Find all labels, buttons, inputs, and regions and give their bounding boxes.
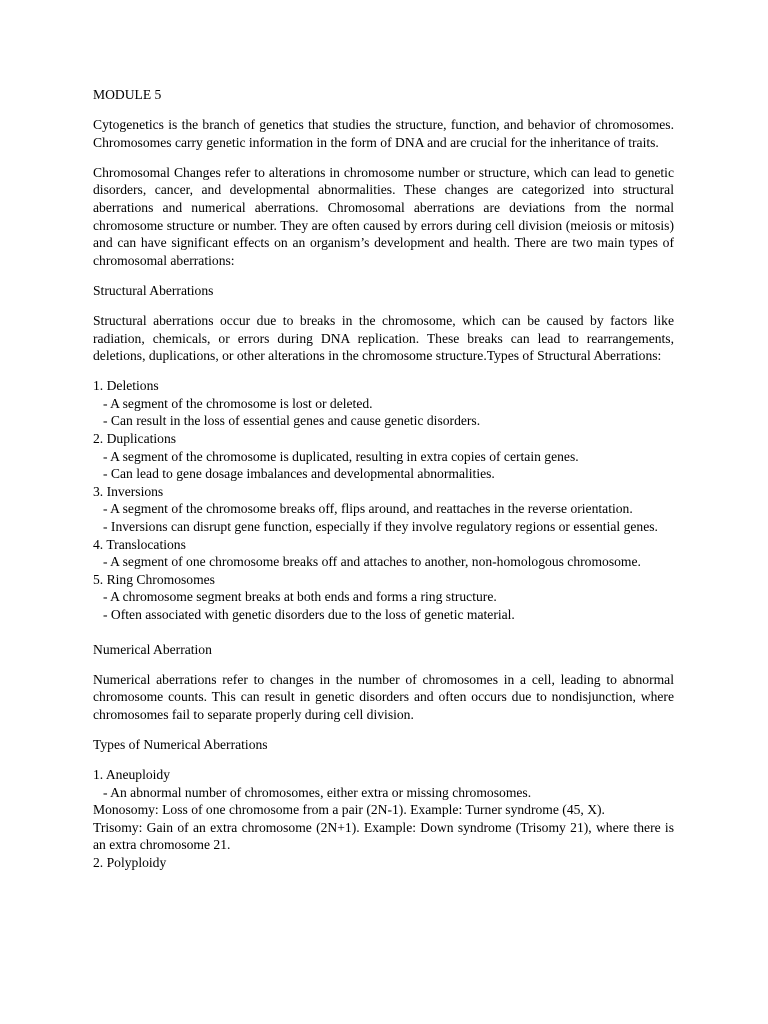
list-item-point: - Often associated with genetic disorders due to the loss of genetic material. (103, 606, 515, 622)
trisomy-line: Trisomy: Gain of an extra chromosome (2N+1). Example: Down syndrome (Trisomy 21), where there is an extra chromosome 21. (93, 819, 674, 853)
list-item-point: - An abnormal number of chromosomes, either extra or missing chromosomes. (103, 784, 532, 800)
list-item-point: - A segment of the chromosome is lost or deleted. (103, 395, 373, 411)
list-item-title-polyploidy: 2. Polyploidy (93, 854, 167, 870)
numerical-aberrations-list (93, 766, 674, 872)
list-item-point: - A segment of one chromosome breaks off and attaches to another, non-homologous chromosome. (103, 554, 641, 570)
list-item-point: - Can result in the loss of essential genes and cause genetic disorders. (103, 413, 481, 429)
list-item-title-duplications: 2. Duplications (93, 431, 177, 446)
list-item-point: - A segment of the chromosome is duplicated, resulting in extra copies of certain genes. (103, 448, 579, 464)
structural-aberrations-heading: Structural Aberrations (93, 282, 214, 298)
structural-aberrations-list (93, 377, 674, 623)
structural-aberrations-paragraph: Structural aberrations occur due to breaks in the chromosome, which can be caused by factors like radiation, chemicals, or errors during DNA replication. These breaks can lead to rearrangements, deletions, duplications, or other alterations in the chromosome structure.Types of Structural Aberrations: (93, 312, 674, 364)
list-item-point: - A chromosome segment breaks at both ends and forms a ring structure. (103, 589, 497, 605)
list-item-title-ring-chromosomes: 5. Ring Chromosomes (93, 571, 215, 587)
types-of-numerical-aberrations-heading: Types of Numerical Aberrations (93, 736, 268, 752)
numerical-aberration-paragraph: Numerical aberrations refer to changes in the number of chromosomes in a cell, leading to abnormal chromosome counts. This can result in genetic disorders and often occurs due to nondisjunction, where chromosomes fail to separate properly during cell division. (93, 671, 674, 722)
list-item-point: - Can lead to gene dosage imbalances and developmental abnormalities. (103, 466, 495, 482)
document-page (93, 86, 674, 872)
monosomy-line: Monosomy: Loss of one chromosome from a pair (2N-1). Example: Turner syndrome (45, X). (93, 802, 605, 818)
list-item-point: - A segment of the chromosome breaks off, flips around, and reattaches in the reverse orientation. (103, 501, 633, 517)
numerical-aberration-heading: Numerical Aberration (93, 641, 212, 657)
list-item-title-aneuploidy: 1. Aneuploidy (93, 767, 171, 782)
intro-paragraph: Cytogenetics is the branch of genetics that studies the structure, function, and behavior of chromosomes. Chromosomes carry genetic information in the form of DNA and are crucial for the inheritance of traits. (93, 117, 674, 150)
list-item-title-deletions: 1. Deletions (93, 378, 159, 394)
list-item-point: - Inversions can disrupt gene function, especially if they involve regulatory regions or essential genes. (103, 518, 658, 534)
list-item-title-inversions: 3. Inversions (93, 483, 164, 499)
chromosomal-changes-paragraph: Chromosomal Changes refer to alterations in chromosome number or structure, which can lead to genetic disorders, cancer, and developmental abnormalities. These changes are categorized into structural aberrations and numerical aberrations. Chromosomal aberrations are deviations from the normal chromosome structure or number. They are often caused by errors during cell division (meiosis or mitosis) and can have significant effects on an organism’s development and health. There are two main types of chromosomal aberrations: (93, 164, 674, 268)
list-item-title-translocations: 4. Translocations (93, 536, 186, 552)
module-title: MODULE 5 (93, 87, 162, 102)
